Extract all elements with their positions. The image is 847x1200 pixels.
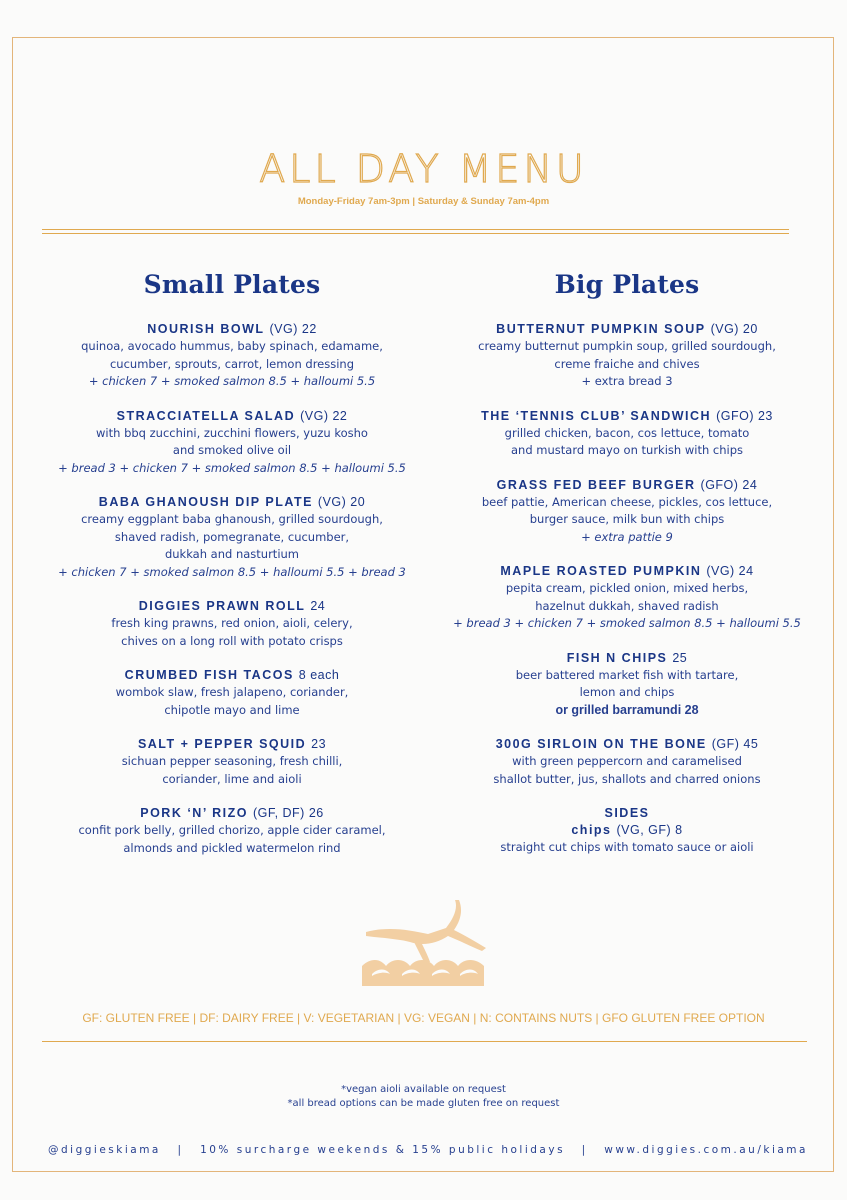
footer-separator: |: [177, 1144, 184, 1156]
item-description: fresh king prawns, red onion, aioli, celery,: [111, 616, 353, 630]
item-description: creamy eggplant baba ghanoush, grilled sourdough,: [81, 512, 383, 526]
item-description: shallot butter, jus, shallots and charred onions: [493, 771, 761, 786]
item-description: quinoa, avocado hummus, baby spinach, edamame,: [81, 339, 383, 353]
big-plates-heading: Big Plates: [554, 270, 700, 299]
big-plates-column: [427, 270, 827, 874]
item-description: cucumber, sprouts, carrot, lemon dressing: [109, 356, 355, 371]
item-description: with bbq zucchini, zucchini flowers, yuzu kosho: [96, 425, 368, 440]
note-gluten-free-bread: *all bread options can be made gluten free on request: [287, 1097, 560, 1109]
item-description: beer battered market fish with tartare,: [515, 667, 739, 682]
item-description: sichuan pepper seasoning, fresh chilli,: [121, 754, 343, 768]
item-name: SALT + PEPPER SQUID: [137, 737, 307, 751]
item-title: [32, 321, 432, 338]
item-title: [427, 408, 827, 425]
item-description: grilled chicken, bacon, cos lettuce, tomato: [504, 425, 750, 440]
item-description: with green peppercorn and caramelised: [512, 754, 742, 768]
item-description: and smoked olive oil: [172, 443, 292, 457]
footer-divider: [42, 1041, 807, 1042]
item-description: almonds and pickled watermelon rind: [123, 840, 341, 855]
menu-item: [32, 667, 432, 719]
note-vegan-aioli: *vegan aioli available on request: [341, 1084, 506, 1095]
item-title: [427, 321, 827, 338]
item-title: [32, 408, 432, 425]
item-title: [32, 736, 432, 753]
item-title: [32, 805, 432, 822]
opening-hours: Monday-Friday 7am-3pm | Saturday & Sunday 7am-4pm: [297, 196, 550, 207]
menu-item: [32, 736, 432, 788]
item-description: chipotle mayo and lime: [164, 702, 300, 717]
item-sub-tag: (VG, GF) 8: [616, 823, 683, 837]
item-description: creamy butternut pumpkin soup, grilled sourdough,: [478, 339, 776, 353]
item-title: [427, 736, 827, 753]
item-title: [427, 477, 827, 494]
item-description: coriander, lime and aioli: [162, 771, 302, 786]
item-description: pepita cream, pickled onion, mixed herbs,: [505, 581, 749, 595]
item-description: burger sauce, milk bun with chips: [529, 512, 725, 526]
menu-item: [32, 408, 432, 478]
menu-item: [427, 408, 827, 460]
item-title: [427, 805, 827, 822]
menu-footer: [48, 1144, 808, 1156]
menu-item: [32, 494, 432, 581]
item-extras: + extra pattie 9: [581, 529, 673, 544]
menu-item: [32, 321, 432, 391]
menu-item: [427, 805, 827, 857]
item-sub-name: chips: [571, 823, 612, 837]
item-title: [32, 598, 432, 615]
item-description: confit pork belly, grilled chorizo, apple cider caramel,: [78, 823, 386, 837]
item-tag-price: (VG) 22: [269, 322, 317, 336]
item-tag-price: (GF) 45: [711, 737, 759, 751]
item-name: STRACCIATELLA SALAD: [116, 408, 296, 423]
menu-item: [427, 650, 827, 720]
item-name: GRASS FED BEEF BURGER: [496, 477, 696, 492]
item-name: THE ‘TENNIS CLUB’ SANDWICH: [481, 408, 712, 423]
menu-item: [32, 805, 432, 857]
item-description: lemon and chips: [579, 685, 675, 699]
item-name: BUTTERNUT PUMPKIN SOUP: [496, 322, 706, 336]
small-plates-list: [32, 321, 432, 857]
item-tag-price: (VG) 24: [706, 564, 754, 578]
item-name: NOURISH BOWL: [147, 322, 265, 336]
item-tag-price: (GFO) 23: [716, 408, 773, 423]
item-name: FISH N CHIPS: [566, 650, 668, 665]
item-title: [427, 563, 827, 580]
item-alternative: or grilled barramundi 28: [555, 702, 699, 717]
item-name: CRUMBED FISH TACOS: [124, 668, 294, 682]
item-title: [427, 650, 827, 667]
surcharge-note: 10% surcharge weekends & 15% public holidays: [200, 1144, 566, 1156]
menu-item: [427, 477, 827, 547]
small-plates-column: [32, 270, 432, 874]
item-name: PORK ‘N’ RIZO: [140, 806, 248, 820]
item-name: 300G SIRLOIN ON THE BONE: [495, 737, 707, 751]
menu-item: [427, 321, 827, 391]
small-plates-heading: Small Plates: [143, 270, 321, 299]
item-tag-price: (GF, DF) 26: [252, 806, 324, 820]
item-description: + extra bread 3: [581, 374, 673, 388]
item-description: wombok slaw, fresh jalapeno, coriander,: [115, 685, 349, 699]
item-description: creme fraiche and chives: [554, 356, 700, 371]
item-description: chives on a long roll with potato crisps: [121, 633, 343, 648]
item-description: hazelnut dukkah, shaved radish: [535, 598, 719, 613]
item-tag-price: (VG) 22: [300, 408, 348, 423]
item-description: and mustard mayo on turkish with chips: [510, 443, 743, 457]
footer-separator: |: [581, 1144, 588, 1156]
item-subtitle: [427, 822, 827, 839]
item-tag-price: 24: [310, 599, 326, 613]
item-extras: + bread 3 + chicken 7 + smoked salmon 8.5 + halloumi 5.5: [58, 460, 406, 475]
item-extras: + chicken 7 + smoked salmon 8.5 + halloumi 5.5: [88, 374, 376, 388]
item-tag-price: 23: [311, 737, 327, 751]
swimmer-logo-icon: [358, 896, 490, 988]
item-tag-price: (VG) 20: [710, 322, 758, 336]
item-tag-price: (VG) 20: [317, 495, 366, 509]
instagram-handle[interactable]: @diggieskiama: [48, 1144, 161, 1156]
big-plates-list: [427, 321, 827, 857]
menu-item: [427, 563, 827, 633]
item-tag-price: 8 each: [298, 668, 340, 682]
dietary-legend: GF: GLUTEN FREE | DF: DAIRY FREE | V: VEGETARIAN | VG: VEGAN | N: CONTAINS NUTS | GFO GLUTEN FREE OPTION: [82, 1011, 765, 1025]
item-tag-price: (GFO) 24: [700, 477, 758, 492]
item-description: dukkah and nasturtium: [164, 547, 300, 561]
menu-notes: [0, 1083, 847, 1110]
menu-title: ALL DAY MENU: [259, 147, 588, 191]
menu-item: [32, 598, 432, 650]
item-description: shaved radish, pomegranate, cucumber,: [114, 529, 350, 544]
item-name: SIDES: [604, 806, 650, 820]
item-tag-price: 25: [672, 650, 688, 665]
item-title: [32, 494, 432, 511]
item-name: MAPLE ROASTED PUMPKIN: [500, 564, 702, 578]
item-description: straight cut chips with tomato sauce or aioli: [500, 840, 754, 854]
item-name: DIGGIES PRAWN ROLL: [138, 599, 306, 613]
item-title: [32, 667, 432, 684]
header-divider: [42, 229, 789, 234]
item-name: BABA GHANOUSH DIP PLATE: [98, 495, 313, 509]
menu-item: [427, 736, 827, 788]
item-description: beef pattie, American cheese, pickles, cos lettuce,: [481, 494, 773, 509]
item-extras: + bread 3 + chicken 7 + smoked salmon 8.5 + halloumi 5.5: [453, 616, 801, 630]
item-extras: + chicken 7 + smoked salmon 8.5 + halloumi 5.5 + bread 3: [58, 564, 406, 579]
website-link[interactable]: www.diggies.com.au/kiama: [604, 1144, 808, 1156]
